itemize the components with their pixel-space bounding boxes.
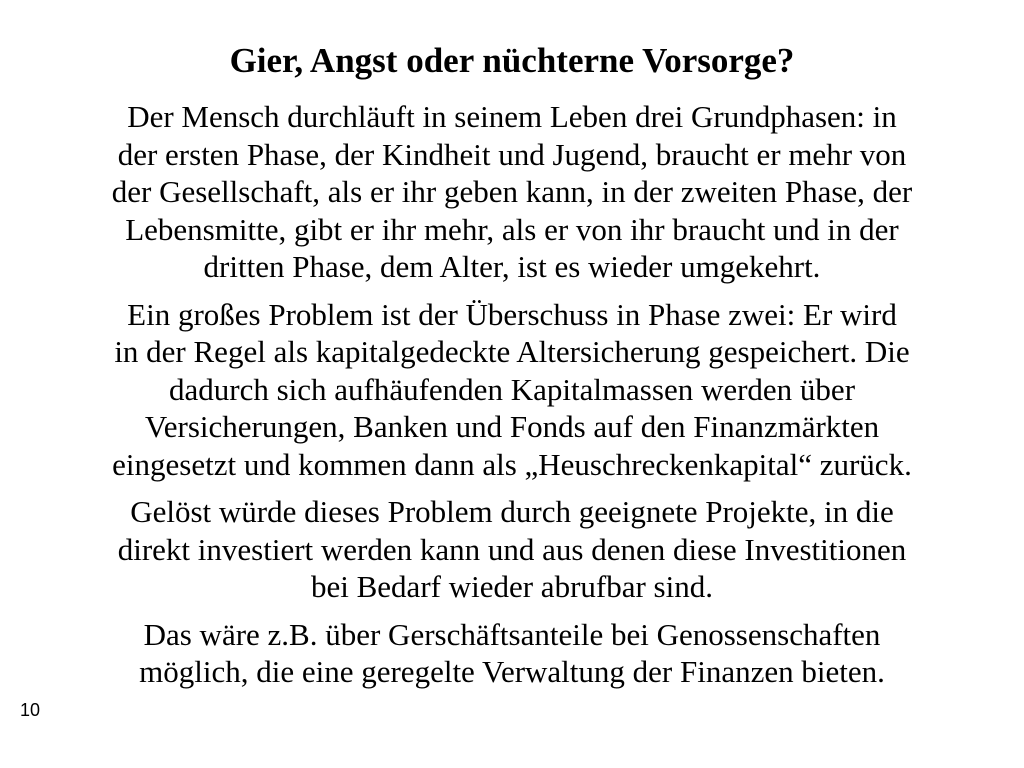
paragraph-line: der Gesellschaft, als er ihr geben kann, in der zweiten Phase, der [111, 174, 913, 209]
paragraph-line: in der Regel als kapitalgedeckte Altersicherung gespeichert. Die [114, 334, 910, 369]
paragraph-line: Der Mensch durchläuft in seinem Leben drei Grundphasen: in [127, 99, 897, 134]
paragraph-1 [40, 98, 984, 286]
paragraph-line: direkt investiert werden kann und aus denen diese Investitionen [117, 531, 907, 567]
paragraph-line: Versicherungen, Banken und Fonds auf den Finanzmärkten [144, 409, 880, 444]
paragraph-line: dritten Phase, dem Alter, ist es wieder umgekehrt. [203, 249, 821, 284]
paragraph-line: bei Bedarf wieder abrufbar sind. [311, 569, 713, 604]
paragraph-4 [40, 616, 984, 691]
paragraph-line: eingesetzt und kommen dann als „Heuschreckenkapital“ zurück. [112, 446, 912, 482]
paragraph-line: möglich, die eine geregelte Verwaltung der Finanzen bieten. [139, 654, 885, 689]
paragraph-line: dadurch sich aufhäufenden Kapitalmassen werden über [168, 371, 856, 407]
paragraph-line: Gelöst würde dieses Problem durch geeignete Projekte, in die [130, 494, 894, 529]
slide-title: Gier, Angst oder nüchterne Vorsorge? [229, 41, 795, 80]
paragraph-3 [40, 493, 984, 606]
slide-body [40, 98, 984, 691]
paragraph-line: Lebensmitte, gibt er ihr mehr, als er von ihr braucht und in der [125, 211, 899, 247]
paragraph-2 [40, 296, 984, 484]
paragraph-line: der ersten Phase, der Kindheit und Jugend, braucht er mehr von [117, 136, 907, 172]
paragraph-line: Das wäre z.B. über Gerschäftsanteile bei Genossenschaften [143, 616, 881, 652]
paragraph-line: Ein großes Problem ist der Überschuss in Phase zwei: Er wird [127, 296, 897, 332]
page-number: 10 [20, 700, 41, 720]
